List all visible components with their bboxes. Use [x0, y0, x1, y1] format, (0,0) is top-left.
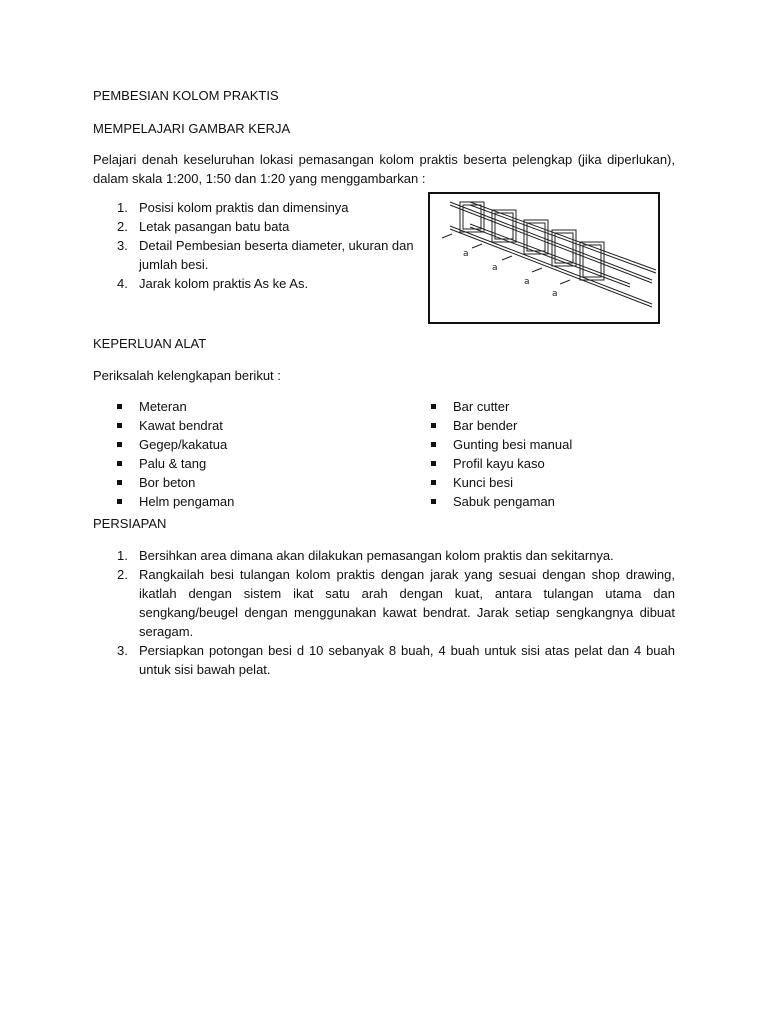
bullet-icon	[117, 480, 122, 485]
list-item-text: Bersihkan area dimana akan dilakukan pemasangan kolom praktis dan sekitarnya.	[139, 548, 614, 563]
list-item	[93, 454, 393, 473]
list-item	[407, 473, 677, 492]
tool-name: Bar cutter	[453, 399, 510, 414]
bullet-icon	[431, 461, 436, 466]
bullet-icon	[431, 423, 436, 428]
bullet-icon	[117, 442, 122, 447]
list-item	[93, 492, 393, 511]
list-item-text: seragam.	[139, 624, 194, 639]
bullet-icon	[431, 499, 436, 504]
bullet-icon	[431, 442, 436, 447]
tool-name: Sabuk pengaman	[453, 494, 555, 509]
tool-name: Meteran	[139, 399, 187, 414]
section-heading-keperluan-alat: KEPERLUAN ALAT	[93, 336, 207, 351]
list-number: 3.	[117, 238, 128, 253]
list-item	[93, 274, 423, 293]
list-item-text: sengkang/beugel dengan menggunakan kawat bendrat. Jarak setiap sengkangnya dibuat	[139, 605, 675, 620]
tool-name: Gegep/kakatua	[139, 437, 228, 452]
tool-name: Palu & tang	[139, 456, 207, 471]
dimension-label: a	[552, 289, 558, 299]
list-item	[93, 565, 675, 641]
list-item-text: ikatlah dengan sistem ikat satu arah dengan kuat, antara tulangan utama dan	[139, 586, 675, 601]
list-item-text: Posisi kolom praktis dan dimensinya	[139, 200, 349, 215]
section-heading-gambar-kerja: MEMPELAJARI GAMBAR KERJA	[93, 121, 291, 136]
dimension-label: a	[463, 249, 469, 259]
list-item	[407, 492, 677, 511]
list-number: 4.	[117, 276, 128, 291]
tool-name: Profil kayu kaso	[453, 456, 545, 471]
bullet-icon	[117, 461, 122, 466]
list-item	[407, 397, 677, 416]
dimension-label: a	[492, 263, 498, 273]
intro-line: dalam skala 1:200, 1:50 dan 1:20 yang menggambarkan :	[93, 171, 426, 186]
list-item	[93, 473, 393, 492]
intro-paragraph	[93, 150, 675, 188]
tool-name: Kawat bendrat	[139, 418, 223, 433]
list-item-text: Detail Pembesian beserta diameter, ukuran dan	[139, 238, 414, 253]
list-number: 3.	[117, 643, 128, 658]
list-item-text: Jarak kolom praktis As ke As.	[139, 276, 309, 291]
document-title: PEMBESIAN KOLOM PRAKTIS	[93, 88, 279, 103]
bullet-icon	[117, 423, 122, 428]
list-item-text: untuk sisi bawah pelat.	[139, 662, 271, 677]
list-item	[407, 416, 677, 435]
rebar-cage-drawing	[430, 194, 658, 322]
dimension-label: a	[524, 277, 530, 287]
intro-line: Pelajari denah keseluruhan lokasi pemasangan kolom praktis beserta pelengkap (jika diperlukan),	[93, 152, 675, 167]
list-item	[93, 397, 393, 416]
tool-name: Bor beton	[139, 475, 196, 490]
list-number: 2.	[117, 567, 128, 582]
list-item	[93, 236, 423, 274]
section-heading-persiapan: PERSIAPAN	[93, 516, 167, 531]
tool-name: Gunting besi manual	[453, 437, 573, 452]
tool-name: Kunci besi	[453, 475, 513, 490]
list-item	[93, 435, 393, 454]
bullet-icon	[117, 499, 122, 504]
bullet-icon	[431, 480, 436, 485]
list-number: 1.	[117, 200, 128, 215]
list-item-text: Letak pasangan batu bata	[139, 219, 290, 234]
list-item	[93, 641, 675, 679]
list-item-text: jumlah besi.	[139, 257, 209, 272]
tools-intro: Periksalah kelengkapan berikut :	[93, 368, 281, 383]
list-number: 1.	[117, 548, 128, 563]
preparation-steps-list	[93, 546, 675, 679]
list-item-text: Rangkailah besi tulangan kolom praktis dengan jarak yang sesuai dengan shop drawing,	[139, 567, 675, 582]
tool-name: Bar bender	[453, 418, 518, 433]
bullet-icon	[117, 404, 122, 409]
rebar-cage-figure	[428, 192, 660, 324]
list-number: 2.	[117, 219, 128, 234]
drawing-items-list	[93, 198, 423, 293]
tool-name: Helm pengaman	[139, 494, 235, 509]
list-item	[93, 546, 675, 565]
list-item	[407, 454, 677, 473]
list-item-text: Persiapkan potongan besi d 10 sebanyak 8 buah, 4 buah untuk sisi atas pelat dan 4 buah	[139, 643, 675, 658]
bullet-icon	[431, 404, 436, 409]
tools-list-right	[407, 397, 677, 511]
list-item	[93, 198, 423, 217]
tools-list-left	[93, 397, 393, 511]
list-item	[407, 435, 677, 454]
list-item	[93, 416, 393, 435]
list-item	[93, 217, 423, 236]
